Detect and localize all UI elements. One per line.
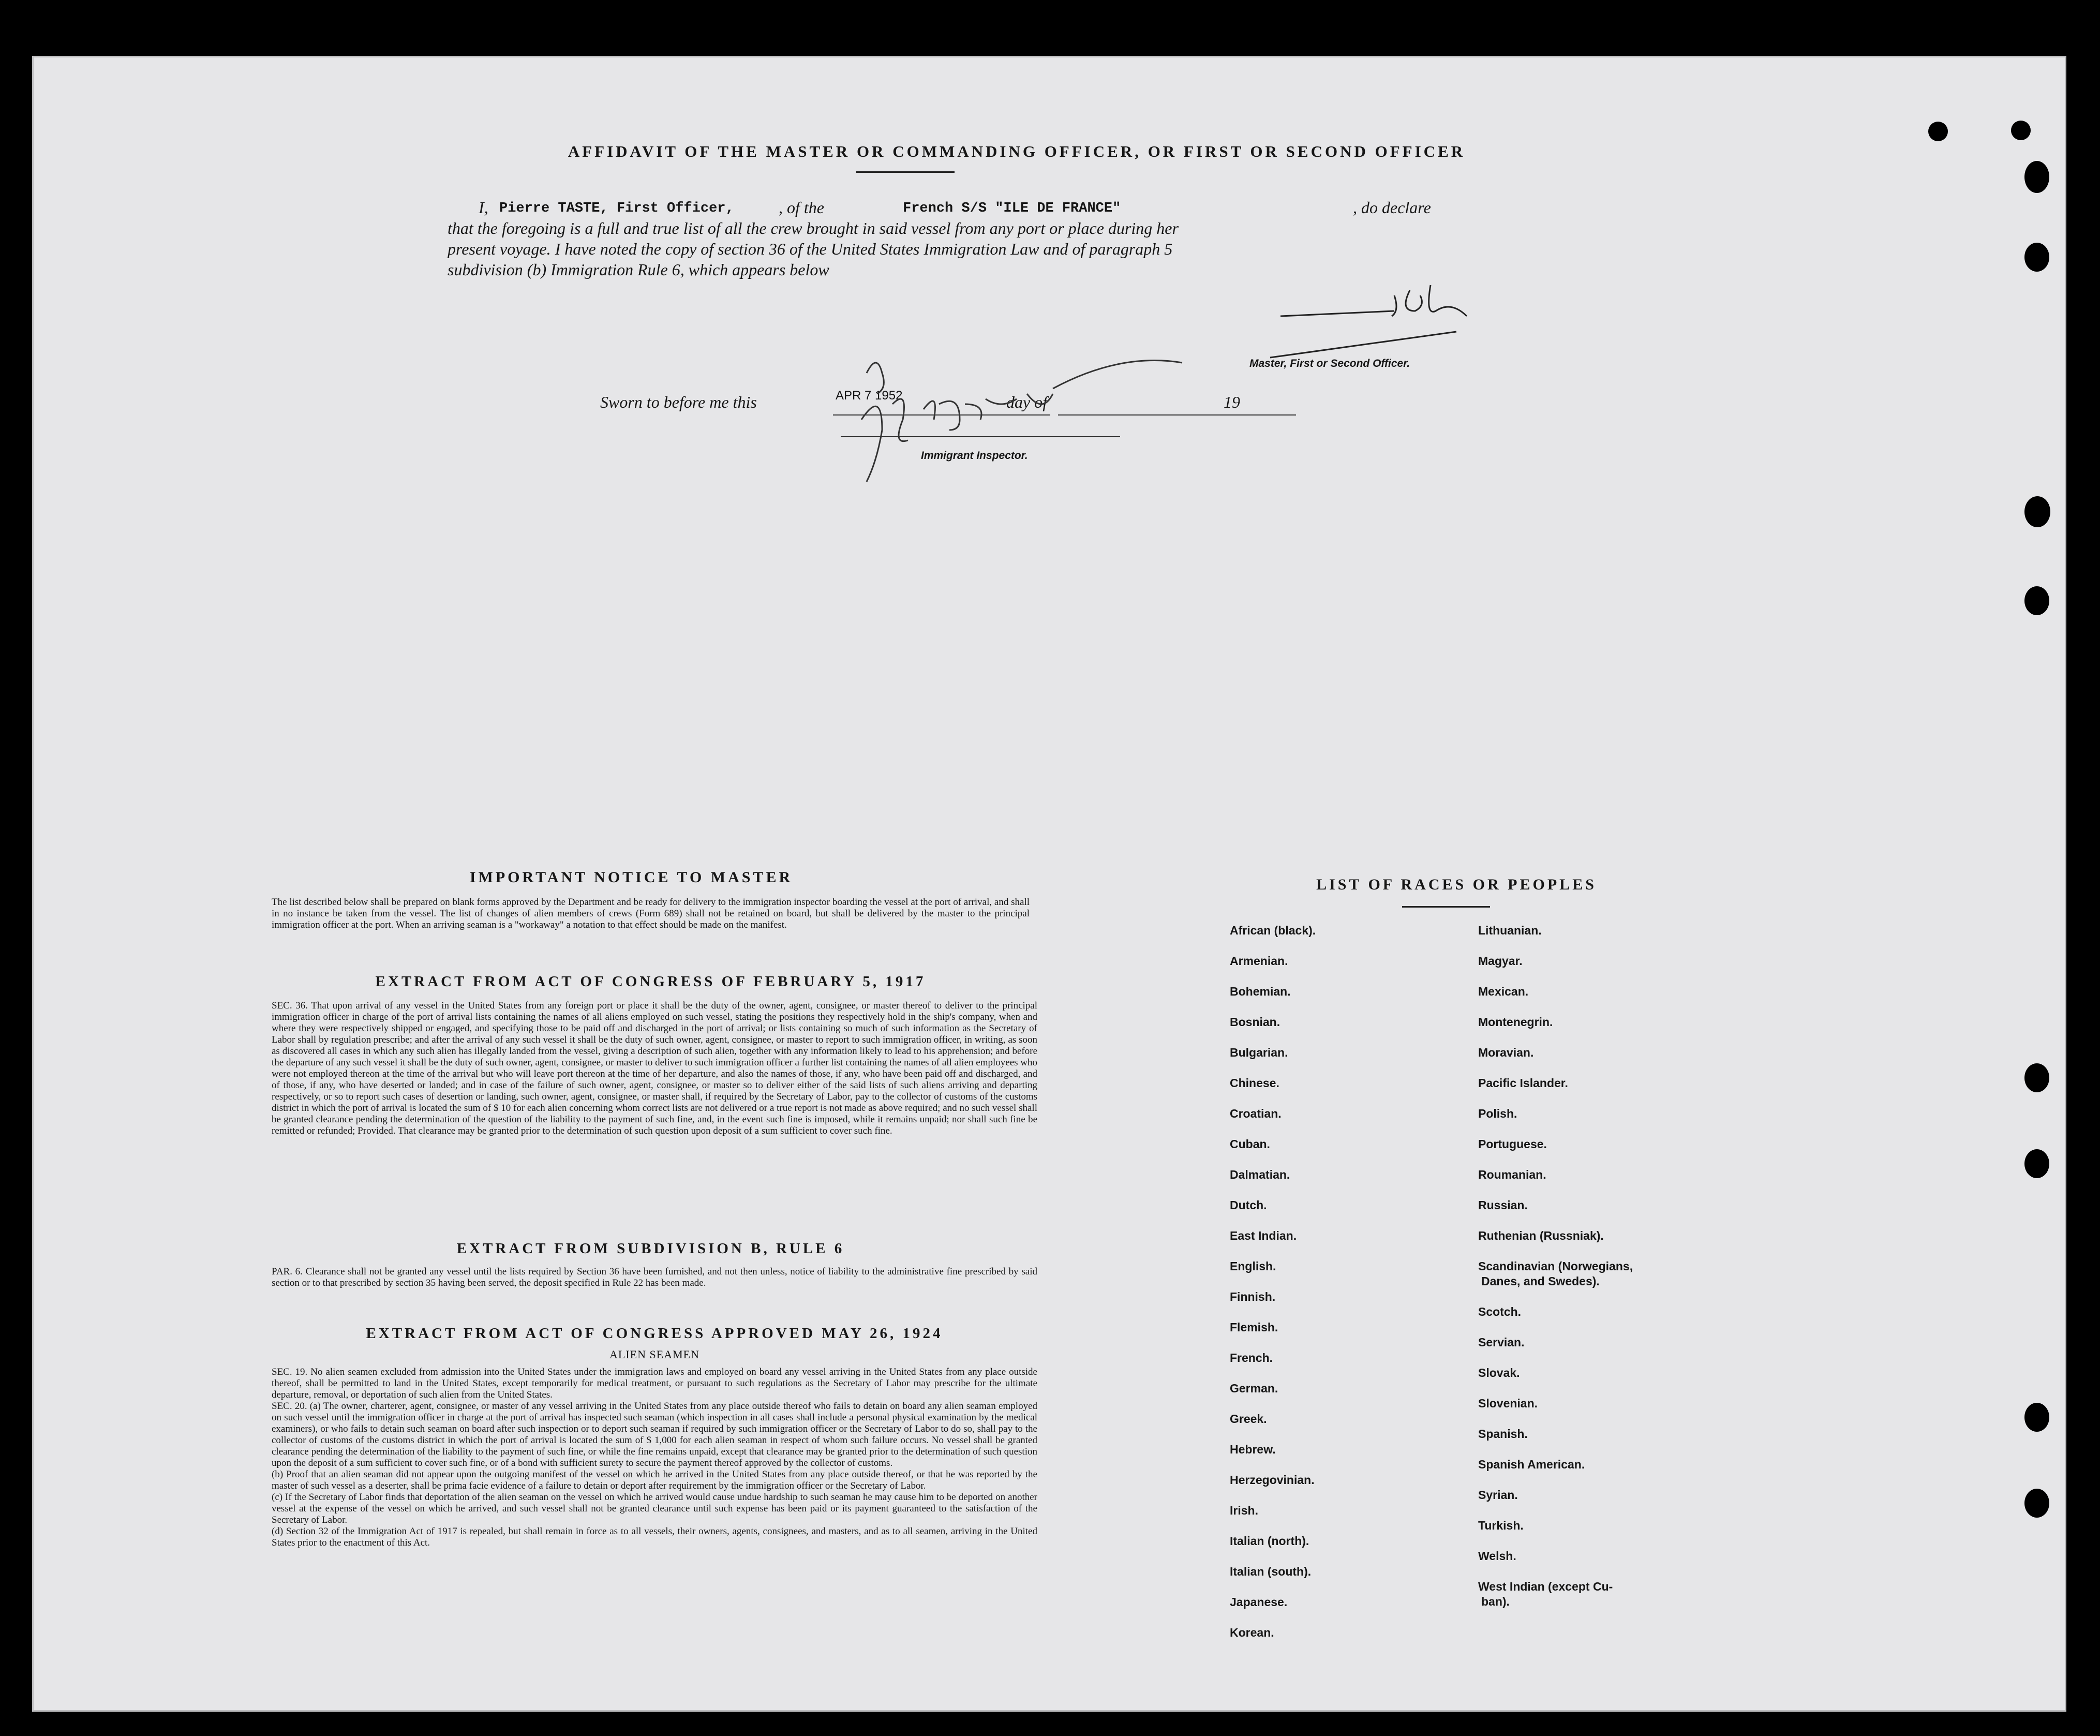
race-right-item: Montenegrin. xyxy=(1478,1015,1553,1029)
punch-hole xyxy=(2024,586,2049,615)
punch-hole xyxy=(2024,243,2049,272)
inspector-line xyxy=(841,436,1120,437)
affidavit-declaration xyxy=(448,197,1472,280)
title-underline xyxy=(856,171,955,173)
section-20a: SEC. 20. (a) The owner, charterer, agent, consignee, or master of any vessel arriving in the United States from any place outside thereof who fails to detain on board any alien seaman employed on such vessel until the immigration officer in charge at the port of arrival has inspected such seaman (which inspection in all cases shall include a personal physical examination by the medical examiners), or who fails to detain such seaman on board after such inspection or to deport such seaman if required by such immigration officer or the Secretary of Labor to do so, shall pay to the collector of customs of the customs district in which the port of arrival is located the sum of $ 1,000 for each alien seaman in respect of whom such failure occurs. No vessel shall be granted clearance pending the determination of the liability to the payment of such fine, or while the fine remains unpaid, except that clearance may be granted prior to the determination of such question upon the deposit of a sum sufficient to cover such fine, or of a bond with sufficient surety to secure the payment thereof approved by the collector of customs. xyxy=(272,1401,1037,1468)
section-20b: (b) Proof that an alien seaman did not appear upon the outgoing manifest of the vessel on which he arrived in the United States from any place outside thereof, or that he was reported by the master of such vessel as a deserter, shall be prima facie evidence of a failure to detain or deport after requirement by the immigration officer or the Secretary of Labor. xyxy=(272,1469,1037,1491)
race-right-item: Danes, and Swedes). xyxy=(1481,1274,1600,1288)
punch-hole xyxy=(2024,1063,2049,1092)
race-right-item: West Indian (except Cu- xyxy=(1478,1580,1613,1593)
race-right-item: Ruthenian (Russniak). xyxy=(1478,1229,1604,1242)
races-title-underline xyxy=(1402,906,1490,908)
race-right-item: Slovak. xyxy=(1478,1366,1520,1379)
race-left-item: Bohemian. xyxy=(1230,985,1291,998)
typed-officer-name: Pierre TASTE, First Officer, xyxy=(499,201,734,216)
race-right-item: Scotch. xyxy=(1478,1305,1522,1318)
extract-1924-title: EXTRACT FROM ACT OF CONGRESS APPROVED MAY 26, 1924 xyxy=(366,1325,943,1342)
declaration-line-2: that the foregoing is a full and true list of all the crew brought in said vessel from any port or place during her xyxy=(448,219,1179,238)
section-20d: (d) Section 32 of the Immigration Act of 1917 is repealed, but shall remain in force as to all vessels, their owners, agents, consignees, and masters, and as to all seamen, arriving in the United States prior to the enactment of this Act. xyxy=(272,1526,1037,1548)
race-left-item: Dalmatian. xyxy=(1230,1168,1290,1181)
race-left-item: Flemish. xyxy=(1230,1320,1278,1334)
race-left-item: Bosnian. xyxy=(1230,1015,1280,1029)
affidavit-title: AFFIDAVIT OF THE MASTER OR COMMANDING OFFICER, OR FIRST OR SECOND OFFICER xyxy=(568,142,1466,160)
officer-signature xyxy=(1239,275,1508,363)
extract-1917-body: SEC. 36. That upon arrival of any vessel in the United States from any foreign port or place it shall be the duty of the owner, agent, consignee, or master thereof to deliver to the principal immigration officer in charge of the port of arrival lists containing the names of all aliens employed on such vessel, stating the positions they respectively hold in the ship's company, when and where they were respectively shipped or engaged, and specifying those to be paid off and discharged in the port of arrival; or lists containing so much of such information as the Secretary of Labor shall by regulation prescribe; and after the arrival of any such vessel it shall be the duty of such owner, agent, consignee, or master to report to such immigration officer, in writing, as soon as discovered all cases in which any such alien has illegally landed from the vessel, giving a description of such alien, together with any information likely to lead to his apprehension; and before the departure of any such vessel it shall be the duty of such owner, agent, consignee, or master to deliver to such immigration officer a further list containing the names of all alien employees who were not employed thereon at the time of the arrival but who will leave port thereon at the time of her departure, and also the names of those, if any, who have been paid off and discharged, and of those, if any, who have deserted or landed; and in case of the failure of such owner, agent, consignee, or master so to deliver either of the said lists of such aliens arriving and departing respectively, or so to report such cases of desertion or landing, such owner, agent, consignee, or master shall, if required by the Secretary of Labor, pay to the collector of customs of the customs district in which the port of arrival is located the sum of $ 10 for each alien concerning whom correct lists are not delivered or a true report is not made as above required; and no such vessel shall be granted clearance pending the determination of the question of the liability to the payment of such fine, and, in the event such fine is imposed, while it remains unpaid; nor shall such fine be remitted or refunded; Provided. That clearance may be granted prior to the determination of such question upon deposit of a sum sufficient to cover such fine. xyxy=(272,1000,1037,1136)
race-left-item: Finnish. xyxy=(1230,1290,1276,1303)
races-title: LIST OF RACES OR PEOPLES xyxy=(1316,876,1597,893)
race-right-item: Mexican. xyxy=(1478,985,1529,998)
race-right-item: Syrian. xyxy=(1478,1488,1518,1502)
race-right-item: Roumanian. xyxy=(1478,1168,1546,1181)
race-right-item: Portuguese. xyxy=(1478,1137,1547,1151)
race-right-item: Scandinavian (Norwegians, xyxy=(1478,1259,1633,1273)
race-right-item: Pacific Islander. xyxy=(1478,1076,1568,1090)
typed-vessel-name: French S/S "ILE DE FRANCE" xyxy=(903,201,1121,216)
date-stamp: APR 7 1952 xyxy=(836,389,903,403)
document-page xyxy=(32,56,2066,1712)
section-20c: (c) If the Secretary of Labor finds that deportation of the alien seaman on the vessel on which he arrived would cause undue hardship to such seaman he may cause him to be deported on another vessel at the expense of the vessel on which he arrived, and such vessel shall not be granted clearance until such expense has been paid or its payment guaranteed to the satisfaction of the Secretary of Labor. xyxy=(272,1492,1037,1525)
punch-hole xyxy=(2011,121,2031,140)
race-left-item: Greek. xyxy=(1230,1412,1267,1426)
race-left-item: Croatian. xyxy=(1230,1107,1282,1120)
inspector-signature xyxy=(830,342,1193,492)
extract-1917-title: EXTRACT FROM ACT OF CONGRESS OF FEBRUARY 5, 1917 xyxy=(375,973,926,990)
race-left-item: African (black). xyxy=(1230,924,1316,937)
race-left-item: Cuban. xyxy=(1230,1137,1270,1151)
race-right-item: ban). xyxy=(1481,1595,1510,1608)
section-19: SEC. 19. No alien seamen excluded from admission into the United States under the immigration laws and employed on board any vessel arriving in the United States from any place outside thereof, shall be permitted to land in the United States, except temporarily for medical treatment, or pursuant to such regulations as the Secretary of Labor may prescribe for the ultimate departure, removal, or deportation of such alien from the United States. xyxy=(272,1367,1037,1400)
race-left-item: Armenian. xyxy=(1230,954,1288,968)
race-right-item: Magyar. xyxy=(1478,954,1523,968)
punch-hole xyxy=(2024,1489,2049,1518)
declaration-do-declare: , do declare xyxy=(1353,198,1431,217)
declaration-line-1 xyxy=(448,197,1472,218)
race-left-item: Japanese. xyxy=(1230,1595,1288,1609)
declaration-line-3: present voyage. I have noted the copy of section 36 of the United States Immigration Law and of paragraph 5 xyxy=(448,240,1173,258)
punch-hole xyxy=(1928,122,1948,141)
year-line xyxy=(1244,414,1296,416)
race-left-item: Italian (south). xyxy=(1230,1565,1312,1578)
sworn-text: Sworn to before me this xyxy=(600,393,757,411)
day-of-text: day of xyxy=(1006,393,1048,411)
race-right-item: Moravian. xyxy=(1478,1046,1534,1059)
race-left-item: Hebrew. xyxy=(1230,1443,1276,1456)
race-left-item: Dutch. xyxy=(1230,1198,1267,1212)
race-left-item: East Indian. xyxy=(1230,1229,1297,1242)
race-right-item: Spanish American. xyxy=(1478,1458,1585,1471)
race-left-item: German. xyxy=(1230,1382,1278,1395)
race-left-item: French. xyxy=(1230,1351,1273,1364)
race-left-item: Irish. xyxy=(1230,1504,1258,1517)
alien-seamen-subtitle: ALIEN SEAMEN xyxy=(609,1348,699,1361)
race-right-item: Russian. xyxy=(1478,1198,1528,1212)
race-left-item: English. xyxy=(1230,1259,1276,1273)
declaration-of-the: , of the xyxy=(779,198,824,217)
race-left-item: Italian (north). xyxy=(1230,1534,1309,1548)
subdivision-b-body: PAR. 6. Clearance shall not be granted any vessel until the lists required by Section 36 have been furnished, and not then unless, notice of liability to the administrative fine prescribed by said section or to that prescribed by section 35 having been served, the deposit specified in Rule 22 has been made. xyxy=(272,1266,1037,1288)
declaration-start: I, xyxy=(479,198,488,217)
race-right-item: Lithuanian. xyxy=(1478,924,1542,937)
inspector-caption: Immigrant Inspector. xyxy=(921,450,1028,462)
race-left-item: Chinese. xyxy=(1230,1076,1279,1090)
race-left-item: Bulgarian. xyxy=(1230,1046,1288,1059)
notice-body: The list described below shall be prepared on blank forms approved by the Department and be ready for delivery to the immigration inspector boarding the vessel at the port of arrival, and shall in no instance be taken from the vessel. The list of changes of alien members of crews (Form 689) shall not be retained on board, but shall be delivered by the master to the principal immigration officer at the port. When an arriving seaman is a "workaway" a notation to that effect should be made on the manifest. xyxy=(272,897,1030,930)
extract-1924-body xyxy=(272,1367,1037,1549)
race-right-item: Slovenian. xyxy=(1478,1397,1538,1410)
punch-hole xyxy=(2024,161,2049,193)
subdivision-b-title: EXTRACT FROM SUBDIVISION B, RULE 6 xyxy=(456,1240,845,1257)
punch-hole xyxy=(2024,1403,2049,1432)
race-right-item: Spanish. xyxy=(1478,1427,1528,1441)
race-right-item: Turkish. xyxy=(1478,1519,1524,1532)
race-right-item: Polish. xyxy=(1478,1107,1517,1120)
notice-title: IMPORTANT NOTICE TO MASTER xyxy=(469,869,793,886)
year-prefix: 19 xyxy=(1224,393,1240,411)
race-left-item: Herzegovinian. xyxy=(1230,1473,1315,1487)
punch-hole xyxy=(2024,1149,2049,1178)
declaration-line-4: subdivision (b) Immigration Rule 6, which appears below xyxy=(448,260,829,279)
punch-hole xyxy=(2024,496,2050,527)
officer-caption: Master, First or Second Officer. xyxy=(1249,358,1410,369)
race-left-item: Korean. xyxy=(1230,1626,1274,1639)
race-right-item: Servian. xyxy=(1478,1336,1525,1349)
race-right-item: Welsh. xyxy=(1478,1549,1516,1563)
